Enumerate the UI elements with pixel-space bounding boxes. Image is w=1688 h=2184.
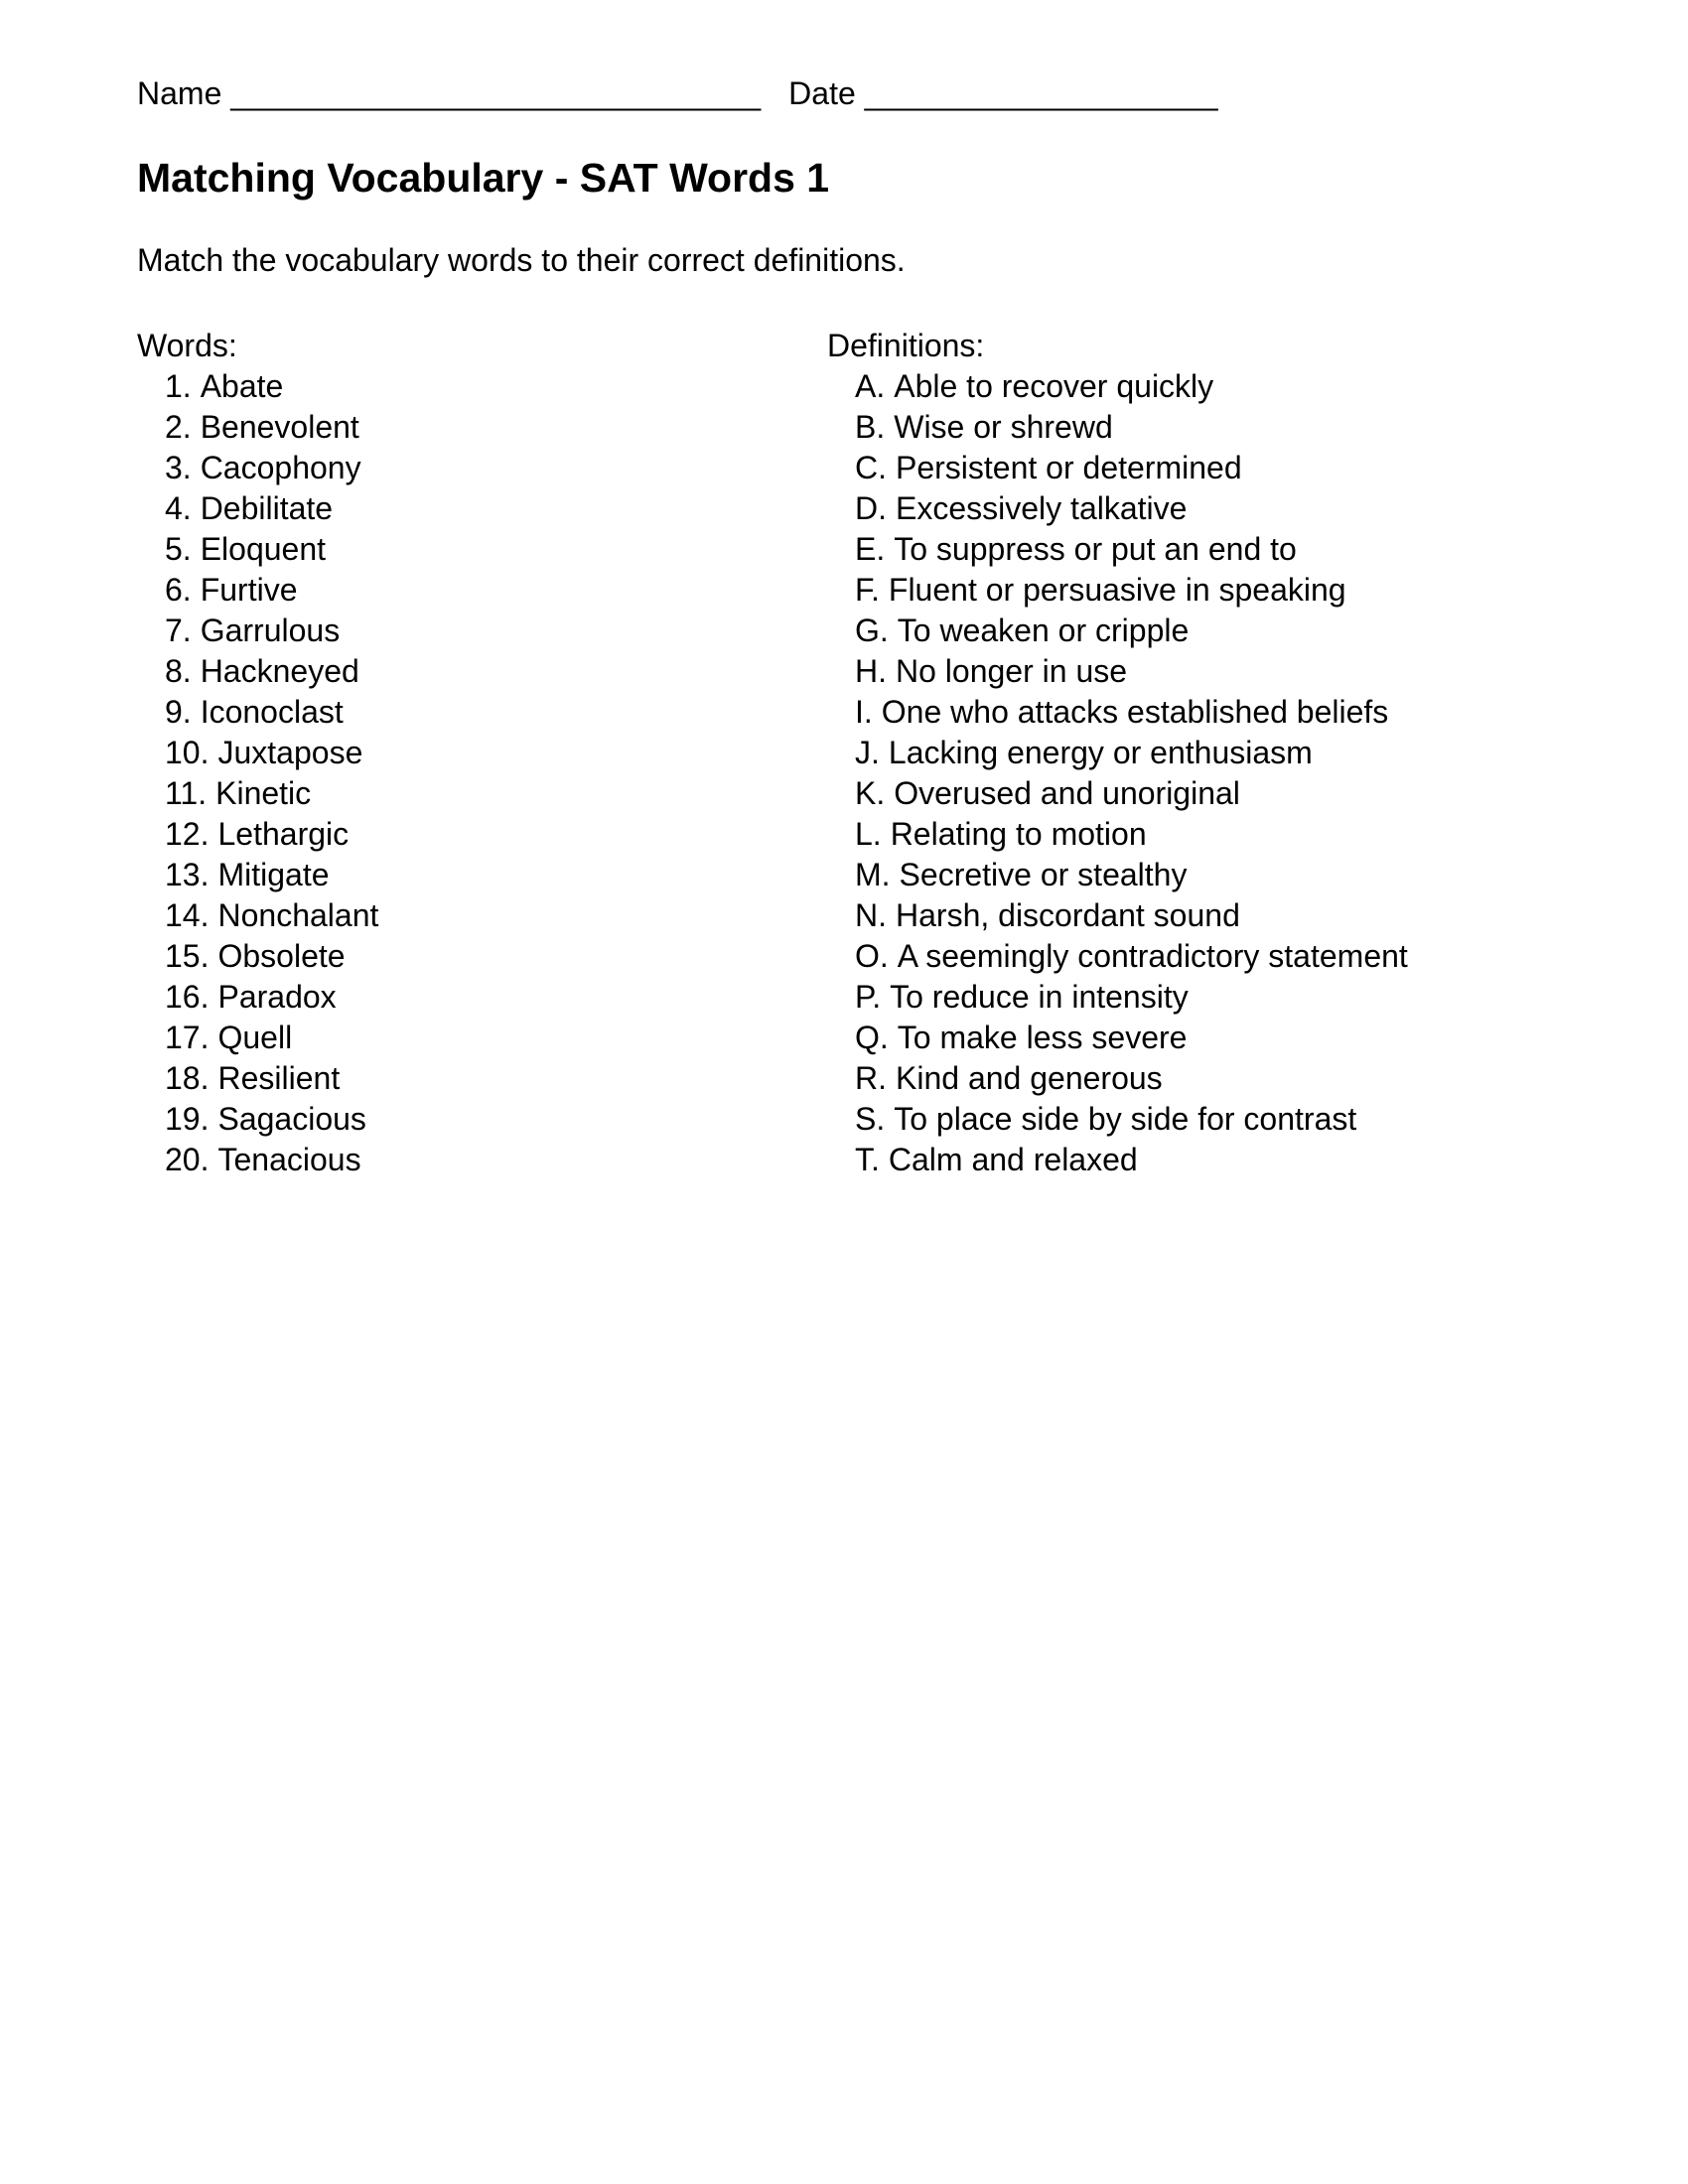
definition-text: A seemingly contradictory statement — [897, 938, 1408, 974]
word-item-15 — [137, 936, 827, 977]
word-number: 19. — [165, 1101, 210, 1137]
definition-letter: Q. — [855, 1020, 889, 1055]
definition-letter: S. — [855, 1101, 886, 1137]
definition-letter: N. — [855, 897, 887, 933]
word-text: Mitigate — [217, 857, 330, 892]
word-number: 12. — [165, 816, 210, 852]
word-item-2 — [137, 407, 827, 448]
definition-letter: I. — [855, 694, 873, 730]
word-text: Juxtapose — [217, 735, 363, 770]
definition-item-E — [827, 529, 1628, 570]
definition-text: Calm and relaxed — [888, 1142, 1138, 1177]
definition-text: Secretive or stealthy — [899, 857, 1188, 892]
definition-letter: B. — [855, 409, 886, 445]
words-column — [137, 326, 827, 1180]
word-text: Quell — [217, 1020, 293, 1055]
word-text: Furtive — [200, 572, 298, 608]
word-number: 14. — [165, 897, 210, 933]
date-blank-line: ____________________ — [864, 75, 1218, 111]
definition-text: To reduce in intensity — [890, 979, 1189, 1015]
definition-item-O — [827, 936, 1628, 977]
word-text: Lethargic — [217, 816, 350, 852]
word-item-18 — [137, 1058, 827, 1099]
definition-item-I — [827, 692, 1628, 733]
definition-item-H — [827, 651, 1628, 692]
word-item-13 — [137, 855, 827, 895]
definition-text: To suppress or put an end to — [894, 531, 1297, 567]
definition-item-D — [827, 488, 1628, 529]
definitions-header: Definitions: — [827, 328, 985, 363]
word-number: 8. — [165, 653, 192, 689]
definition-letter: F. — [855, 572, 880, 608]
definition-text: Fluent or persuasive in speaking — [888, 572, 1346, 608]
word-text: Debilitate — [200, 490, 334, 526]
instructions-text: Match the vocabulary words to their correct definitions. — [137, 242, 906, 278]
definition-letter: D. — [855, 490, 887, 526]
definition-item-K — [827, 773, 1628, 814]
name-blank-line: ______________________________ — [230, 75, 762, 111]
matching-columns — [137, 326, 1628, 1180]
definition-item-N — [827, 895, 1628, 936]
definition-item-J — [827, 733, 1628, 773]
word-text: Obsolete — [217, 938, 346, 974]
word-number: 1. — [165, 368, 192, 404]
definition-item-C — [827, 448, 1628, 488]
definition-letter: C. — [855, 450, 887, 485]
name-field-group — [137, 74, 761, 112]
definition-letter: G. — [855, 613, 889, 648]
definition-text: No longer in use — [896, 653, 1128, 689]
word-item-14 — [137, 895, 827, 936]
definition-item-A — [827, 366, 1628, 407]
word-text: Abate — [200, 368, 284, 404]
word-number: 11. — [165, 775, 208, 811]
word-text: Paradox — [217, 979, 337, 1015]
word-item-7 — [137, 611, 827, 651]
word-number: 7. — [165, 613, 192, 648]
word-text: Tenacious — [217, 1142, 361, 1177]
definition-item-L — [827, 814, 1628, 855]
word-text: Garrulous — [200, 613, 341, 648]
definition-text: Relating to motion — [890, 816, 1147, 852]
definition-letter: R. — [855, 1060, 887, 1096]
definition-text: To place side by side for contrast — [894, 1101, 1357, 1137]
word-item-16 — [137, 977, 827, 1018]
word-item-11 — [137, 773, 827, 814]
name-label: Name — [137, 75, 222, 111]
word-number: 13. — [165, 857, 210, 892]
definition-text: Persistent or determined — [896, 450, 1242, 485]
definitions-column — [827, 326, 1628, 1180]
word-number: 17. — [165, 1020, 210, 1055]
definition-letter: P. — [855, 979, 882, 1015]
definition-text: Lacking energy or enthusiasm — [888, 735, 1313, 770]
definition-text: Harsh, discordant sound — [896, 897, 1240, 933]
word-number: 20. — [165, 1142, 210, 1177]
definition-text: To weaken or cripple — [897, 613, 1190, 648]
word-number: 10. — [165, 735, 210, 770]
definition-item-Q — [827, 1018, 1628, 1058]
word-number: 6. — [165, 572, 192, 608]
page-title: Matching Vocabulary - SAT Words 1 — [137, 155, 830, 201]
word-text: Hackneyed — [200, 653, 359, 689]
definition-letter: K. — [855, 775, 886, 811]
definition-item-F — [827, 570, 1628, 611]
definition-item-G — [827, 611, 1628, 651]
definition-letter: T. — [855, 1142, 880, 1177]
word-item-8 — [137, 651, 827, 692]
word-item-3 — [137, 448, 827, 488]
definition-letter: A. — [855, 368, 886, 404]
definition-letter: O. — [855, 938, 889, 974]
definition-item-P — [827, 977, 1628, 1018]
word-text: Nonchalant — [217, 897, 379, 933]
definition-item-B — [827, 407, 1628, 448]
definition-item-M — [827, 855, 1628, 895]
word-item-6 — [137, 570, 827, 611]
word-item-20 — [137, 1140, 827, 1180]
word-item-10 — [137, 733, 827, 773]
word-item-4 — [137, 488, 827, 529]
definition-text: To make less severe — [897, 1020, 1188, 1055]
definition-letter: J. — [855, 735, 880, 770]
word-item-12 — [137, 814, 827, 855]
word-text: Eloquent — [200, 531, 327, 567]
word-number: 9. — [165, 694, 192, 730]
word-text: Sagacious — [217, 1101, 366, 1137]
word-number: 16. — [165, 979, 210, 1015]
name-date-row — [137, 74, 1628, 112]
word-text: Kinetic — [215, 775, 312, 811]
definition-text: Overused and unoriginal — [894, 775, 1240, 811]
word-text: Resilient — [217, 1060, 341, 1096]
word-number: 2. — [165, 409, 192, 445]
definition-letter: L. — [855, 816, 882, 852]
word-item-1 — [137, 366, 827, 407]
definition-text: Excessively talkative — [896, 490, 1188, 526]
date-field-group — [788, 74, 1217, 112]
date-label: Date — [788, 75, 856, 111]
definition-item-T — [827, 1140, 1628, 1180]
word-number: 3. — [165, 450, 192, 485]
words-header: Words: — [137, 328, 237, 363]
word-number: 18. — [165, 1060, 210, 1096]
word-number: 4. — [165, 490, 192, 526]
word-item-5 — [137, 529, 827, 570]
definition-item-R — [827, 1058, 1628, 1099]
definition-text: Wise or shrewd — [894, 409, 1113, 445]
word-text: Cacophony — [200, 450, 361, 485]
definition-letter: H. — [855, 653, 887, 689]
word-text: Iconoclast — [200, 694, 344, 730]
definition-text: One who attacks established beliefs — [881, 694, 1389, 730]
word-item-19 — [137, 1099, 827, 1140]
definition-letter: M. — [855, 857, 891, 892]
definition-text: Kind and generous — [896, 1060, 1163, 1096]
definition-item-S — [827, 1099, 1628, 1140]
definition-text: Able to recover quickly — [894, 368, 1214, 404]
word-text: Benevolent — [200, 409, 359, 445]
definition-letter: E. — [855, 531, 886, 567]
word-item-9 — [137, 692, 827, 733]
word-number: 15. — [165, 938, 210, 974]
word-item-17 — [137, 1018, 827, 1058]
word-number: 5. — [165, 531, 192, 567]
